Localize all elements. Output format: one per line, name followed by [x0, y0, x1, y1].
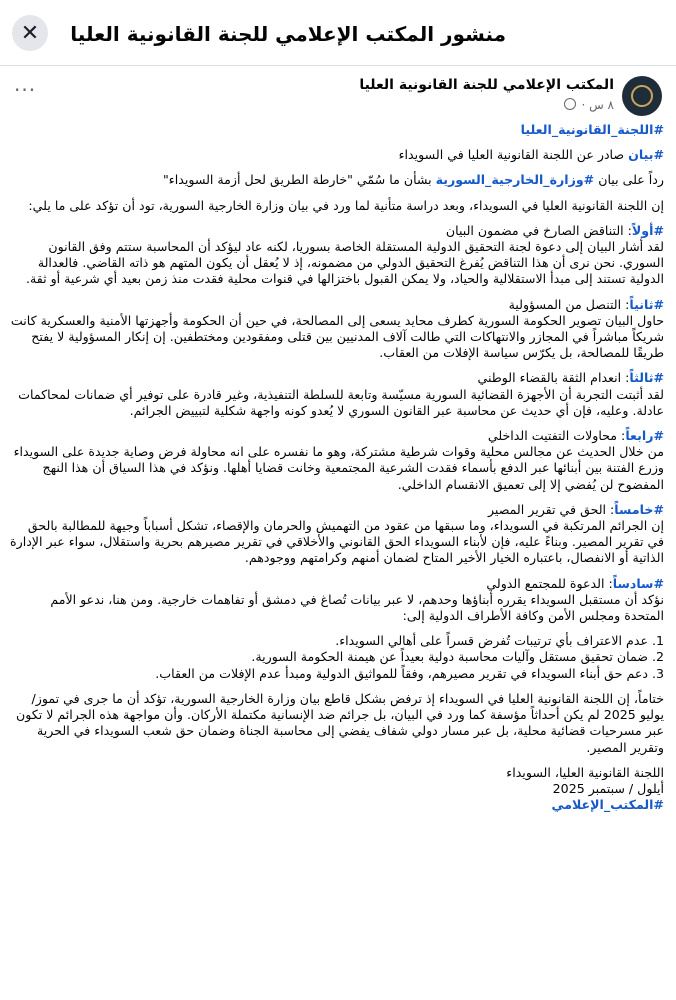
section-text: لقد أثبتت التجربة أن الأجهزة القضائية السورية مسيّسة وتابعة للسلطة التنفيذية، وغير قادرة على توفير أي ضمانات لمحاكمات عادلة. وعليه، فإن أي حديث عن محاسبة عبر القانون السوري لا يُعدو كونه واجهة شكلية لتبييض الجرائم. [18, 386, 664, 418]
close-icon: ✕ [20, 20, 40, 46]
hashtag-link[interactable]: #خامساً [614, 501, 664, 517]
statement-title: صادر عن اللجنة القانونية العليا في السويداء [398, 147, 629, 163]
list-item: 1. عدم الاعتراف بأي ترتيبات تُفرض قسراً على أهالي السويداء. [335, 633, 664, 649]
section-title: : الدعوة للمجتمع الدولي [486, 575, 613, 591]
section-text: نؤكد أن مستقبل السويداء يقرره أبناؤها وحدهم، لا عبر بيانات تُصاغ في دمشق أو تفاهمات خارجية. ومن هنا، ندعو الأمم المتحدة ومجلس الأمن وكافة الأطراف الدولية إلى: [50, 591, 664, 624]
section-text: حاول البيان تصوير الحكومة السورية كطرف محايد يسعى إلى المصالحة، في حين أن الحكومة وأجهزتها الأمنية والعسكرية كانت شريكاً مباشراً في المجازر والانتهاكات التي طالت آلاف المدنيين بين قتلى ومفقودين ومختطفين. إن إنكار المسؤولية لا يفتح طريقًا للمصالحة، بل يكرّس سياسة الإفلات من العقاب. [10, 312, 664, 361]
hashtag-link[interactable]: #وزارة_الخارجية_السورية [435, 172, 595, 188]
hashtag-link[interactable]: #رابعاً [625, 428, 664, 444]
section-title: : انعدام الثقة بالقضاء الوطني [477, 370, 630, 386]
dialog-header [0, 0, 676, 66]
hashtag-link[interactable]: #ثانياً [629, 296, 664, 312]
section-title: : محاولات التفتيت الداخلي [487, 428, 626, 444]
reply-text: بشأن ما سُمّي "خارطة الطريق لحل أزمة السويداء" [163, 172, 436, 188]
closing-paragraph: ختاماً، إن اللجنة القانونية العليا في السويداء إذ ترفض بشكل قاطع بيان وزارة الخارجية السورية، تؤكد أن ما جرى في تموز/يوليو 2025 لم يكن أحداثاً مؤسفة كما ورد في البيان، بل جرائم ضد الإنسانية مكتملة الأركان. وأن مواجهة هذه الجرائم لا تكون عبر مسرحيات قضائية محلية، بل عبر مسار دولي شفاف يفضي إلى محاسبة الجناة وضمان حق شعب السويداء في الحرية وتقرير المصير. [15, 690, 664, 755]
reply-text: رداً على بيان [594, 172, 664, 188]
hashtag-link[interactable]: #سادساً [612, 575, 664, 591]
signature-date: أيلول / سبتمبر 2025 [552, 780, 664, 796]
hashtag-link[interactable]: #اللجنة_القانونية_العليا [520, 122, 664, 137]
hashtag-link[interactable]: #ثالثاً [629, 370, 664, 386]
section-text: إن الجرائم المرتكبة في السويداء، وما سبقها من عقود من التهميش والحرمان والإقصاء، تشكل أسباباً وجيهة للمطالبة بالحق في تقرير المصير. وبناءً عليه، فإن لأبناء السويداء الحق القانوني والأخلاقي في تقرير مصيرهم بحرية واستقلال، سواء عبر الإدارة الذاتية أو الانفصال، باعتباره الخيار الأخير المتاح لضمان أمنهم وكرامتهم ووجودهم. [10, 518, 664, 566]
section-text: من خلال الحديث عن مجالس محلية وقوات شرطية مشتركة، وهو ما نفسره على انه محاولة فرض وصاية جديدة على السويداء وزرع الفتنة بين أبنائها عبر الدفع بأسماء فقدت الشرعية المجتمعية وخانت قضايا أهلها. ونؤكد في هذا السياق أن هذا النهج المفضوح لن يُفضي إلا إلى تعميق الانقسام الداخلي. [13, 444, 664, 492]
close-button[interactable] [12, 15, 48, 51]
post-card [0, 66, 676, 1000]
dialog-title: منشور المكتب الإعلامي للجنة القانونية العليا [70, 22, 506, 46]
hashtag-link[interactable]: #أولاً [631, 222, 664, 238]
avatar[interactable] [622, 76, 662, 116]
more-options-button[interactable]: ··· [14, 78, 37, 102]
section-title: : التنصل من المسؤولية [508, 296, 630, 312]
logo-icon [631, 85, 653, 107]
intro-paragraph: إن اللجنة القانونية العليا في السويداء، وبعد دراسة متأنية لما ورد في بيان وزارة الخارجية السورية، تود أن تؤكد على ما يلي: [28, 197, 664, 213]
post-meta [564, 98, 614, 112]
post-body [10, 122, 664, 822]
section-title: : الحق في تقرير المصير [487, 501, 615, 517]
list-item: 2. ضمان تحقيق مستقل وآليات محاسبة دولية بعيداً عن هيمنة الحكومة السورية. [251, 649, 664, 665]
post-time[interactable]: ٨ س · [581, 98, 614, 112]
hashtag-link[interactable]: #بيان [628, 147, 664, 163]
section-title: : التناقض الصارخ في مضمون البيان [445, 222, 632, 238]
hashtag-link[interactable]: #المكتب_الإعلامي [551, 797, 664, 813]
author-name[interactable]: المكتب الإعلامي للجنة القانونية العليا [359, 77, 614, 93]
signature: اللجنة القانونية العليا، السويداء [506, 764, 664, 780]
list-item: 3. دعم حق أبناء السويداء في تقرير مصيرهم، وفقاً للمواثيق الدولية ومبدأ عدم الإفلات من العقاب. [155, 665, 664, 681]
globe-icon [564, 98, 576, 110]
section-text: لقد أشار البيان إلى دعوة لجنة التحقيق الدولية المستقلة الخاصة بسوريا، لكنه عاد ليؤكد أن المحاسبة ستتم وفق القانون السوري. نحن نرى أن هذا التناقض يُفرغ التحقيق الدولي من مضمونه، إذ لا يُعقل أن يكون المتهم هو ذاته القاضي. فالعدالة الدولية تستند إلى مبدأ الاستقلالية والحياد، ولا يمكن القبول باختزالها في قنوات محلية فقدت منذ زمن بعيد أي شرعية أو ثقة. [25, 239, 664, 287]
